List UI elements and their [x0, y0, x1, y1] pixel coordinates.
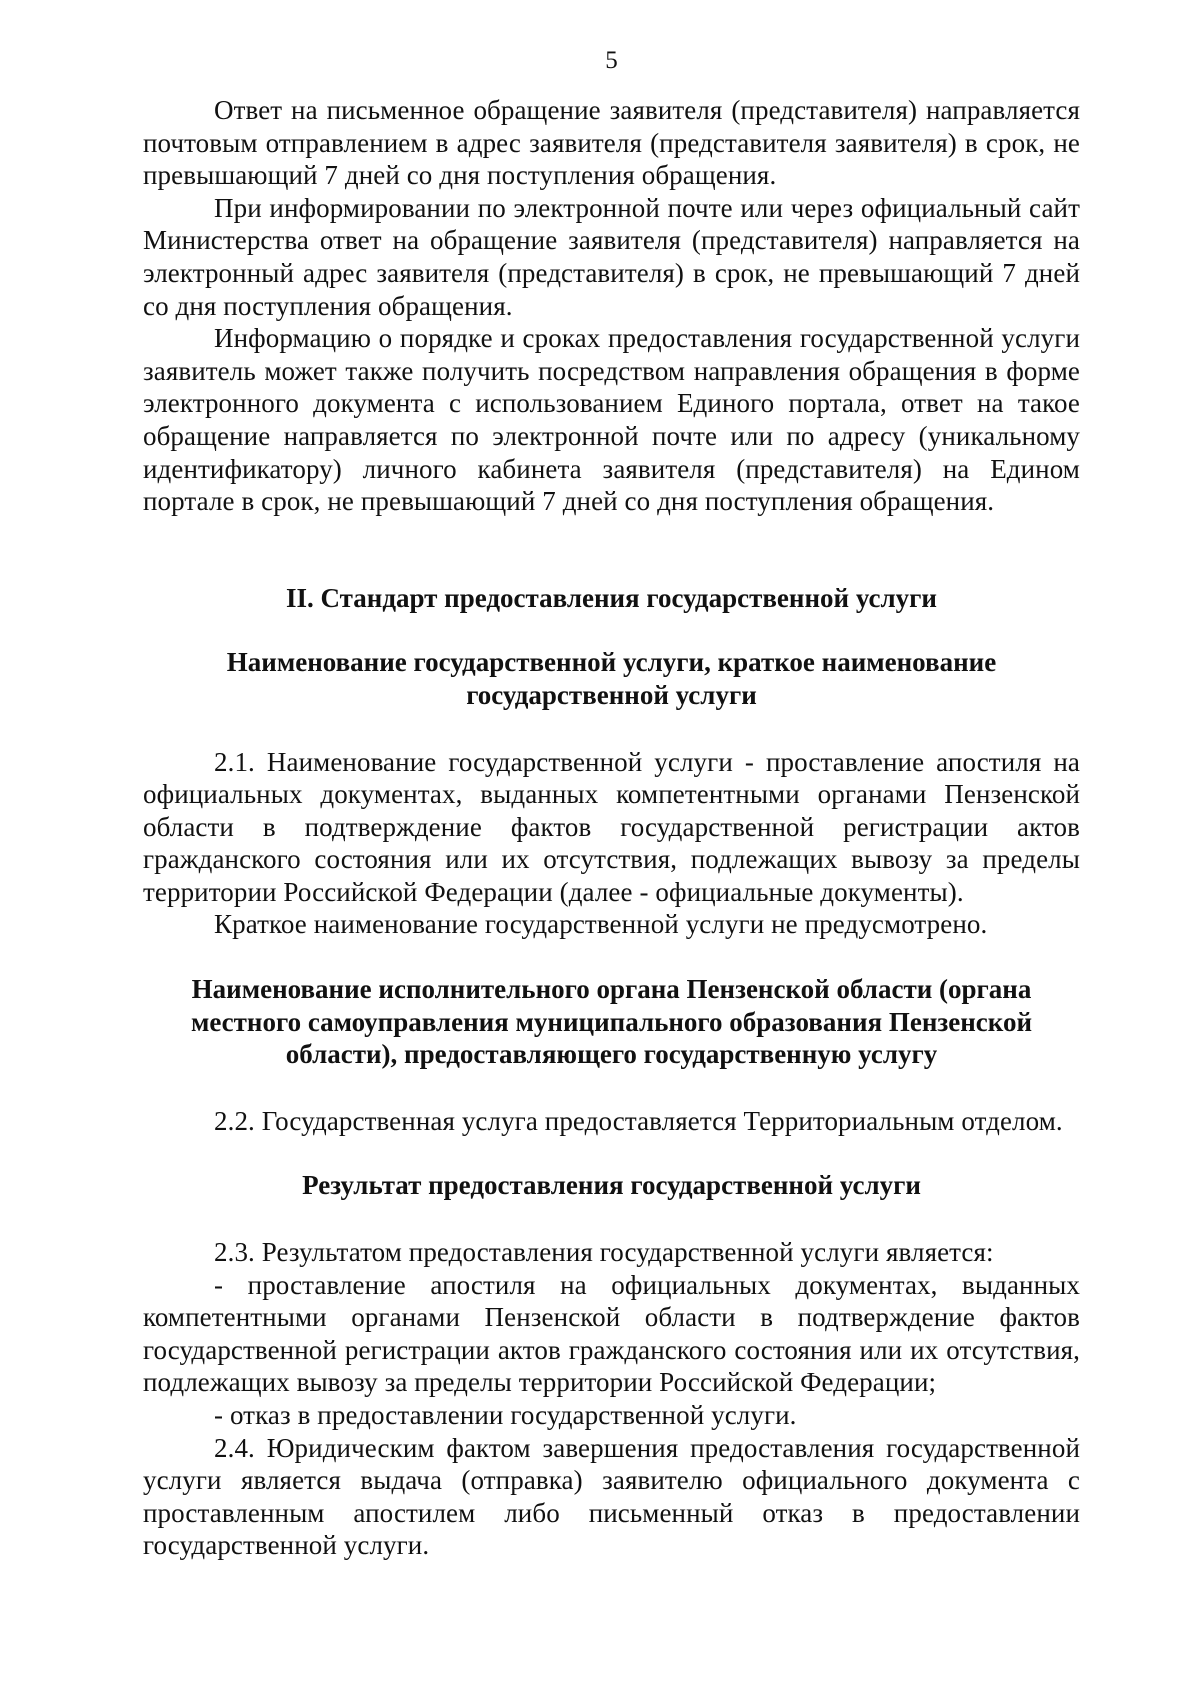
section-title: II. Стандарт предоставления государственной услуги: [286, 582, 937, 613]
clause-2-3: 2.3. Результатом предоставления государственной услуги является:: [214, 1237, 994, 1268]
service-name-heading: Наименование государственной услуги, краткое наименование государственной услуги: [226, 647, 997, 710]
intro-paragraph-1: Ответ на письменное обращение заявителя (представителя) направляется почтовым отправлением в адрес заявителя (представителя заявителя) в срок, не превышающий 7 дней со дня поступления обращения.: [143, 95, 1080, 191]
organ-heading: Наименование исполнительного органа Пензенской области (органа местного самоуправления муниципального образования Пензенской области), предоставляющего государственную услугу: [190, 974, 1033, 1070]
page-number: 5: [605, 47, 618, 74]
clause-2-2: 2.2. Государственная услуга предоставляется Территориальным отделом.: [214, 1105, 1063, 1136]
result-item-refusal: - отказ в предоставлении государственной услуги.: [214, 1400, 797, 1430]
intro-paragraph-3: Информацию о порядке и сроках предоставления государственной услуги заявитель может также получить посредством направления обращения в форме электронного документа с использованием Единого портала, ответ на такое обращение направляется по электронной почте или по адресу (уникальному идентификатору) личного кабинета заявителя (представителя) на Едином портале в срок, не превышающий 7 дней со дня поступления обращения.: [143, 323, 1080, 517]
result-item-apostille: - проставление апостиля на официальных документах, выданных компетентными органами Пензенской области в подтверждение фактов государственной регистрации актов гражданского состояния или их отсутствия, подлежащих вывозу за пределы территории Российской Федерации;: [143, 1269, 1080, 1398]
short-name-paragraph: Краткое наименование государственной услуги не предусмотрено.: [214, 909, 988, 940]
intro-paragraph-2: При информировании по электронной почте или через официальный сайт Министерства ответ на обращение заявителя (представителя) направляется на электронный адрес заявителя (представителя) в срок, не превышающий 7 дней со дня поступления обращения.: [143, 192, 1080, 321]
clause-2-4: 2.4. Юридическим фактом завершения предоставления государственной услуги является выдача (отправка) заявителю официального документа с проставленным апостилем либо письменный отказ в предоставлении государственной услуги.: [143, 1432, 1080, 1561]
clause-2-1: 2.1. Наименование государственной услуги - проставление апостиля на официальных документах, выданных компетентными органами Пензенской области в подтверждение фактов государственной регистрации актов гражданского состояния или их отсутствия, подлежащих вывозу за пределы территории Российской Федерации (далее - официальные документы).: [143, 746, 1080, 907]
result-heading: Результат предоставления государственной услуги: [302, 1170, 921, 1201]
